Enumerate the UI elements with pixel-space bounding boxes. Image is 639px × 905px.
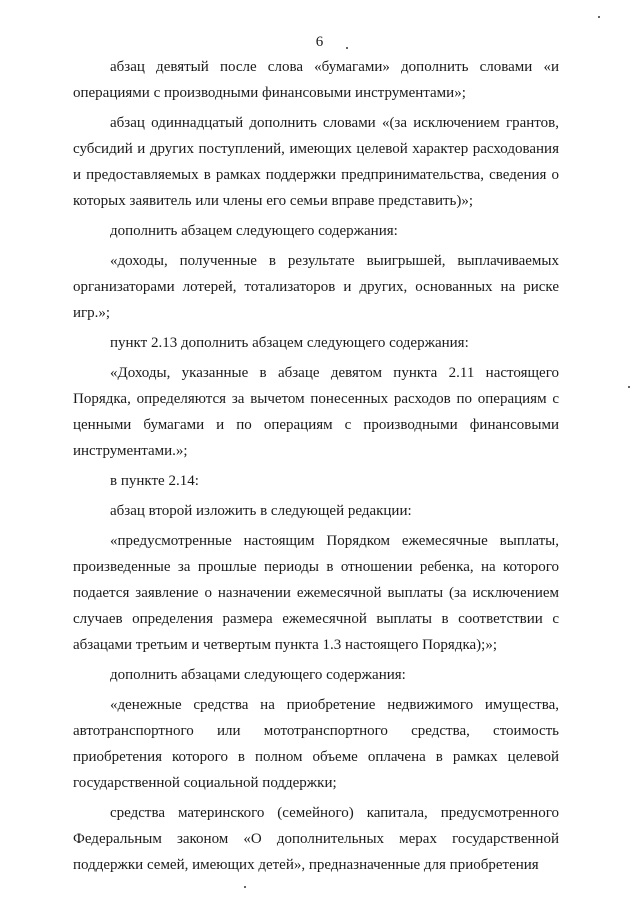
document-body [73, 54, 559, 878]
paragraph: дополнить абзацами следующего содержания: [110, 667, 406, 683]
paragraph: дополнить абзацем следующего содержания: [110, 223, 398, 239]
scan-speck [244, 886, 246, 888]
paragraph: средства материнского (семейного) капитала, предусмотренного Федеральным законом «О дополнительных мерах государственной поддержки семей, имеющих детей», предназначенные для приобретения [73, 805, 559, 873]
paragraph: «денежные средства на приобретение недвижимого имущества, автотранспортного или мототранспортного средства, стоимость приобретения которого в полном объеме оплачена в рамках целевой государственной социальной поддержки; [73, 697, 559, 791]
paragraph: абзац девятый после слова «бумагами» дополнить словами «и операциями с производными финансовыми инструментами»; [73, 59, 559, 101]
paragraph: «предусмотренные настоящим Порядком ежемесячные выплаты, произведенные за прошлые периоды в отношении ребенка, на которого подается заявление о назначении ежемесячной выплаты (за исключением случаев определения размера ежемесячной выплаты в соответствии с абзацами третьим и четвертым пункта 1.3 настоящего Порядка);»; [73, 533, 559, 653]
paragraph: абзац одиннадцатый дополнить словами «(за исключением грантов, субсидий и других поступлений, имеющих целевой характер расходования и предоставляемых в рамках поддержки предпринимательства, сведения о которых заявитель или члены его семьи вправе представить)»; [73, 115, 559, 209]
scan-speck [598, 16, 600, 18]
page-number: 6 [315, 34, 324, 50]
scan-speck [628, 386, 630, 388]
paragraph: «Доходы, указанные в абзаце девятом пункта 2.11 настоящего Порядка, определяются за вычетом понесенных расходов по операциям с ценными бумагами и по операциям с производными финансовыми инструментами.»; [73, 365, 559, 459]
paragraph: абзац второй изложить в следующей редакции: [110, 503, 412, 519]
scan-speck [346, 47, 348, 49]
paragraph: в пункте 2.14: [110, 473, 199, 489]
paragraph: «доходы, полученные в результате выигрышей, выплачиваемых организаторами лотерей, тотализаторов и других, основанных на риске игр.»; [73, 253, 559, 321]
paragraph: пункт 2.13 дополнить абзацем следующего содержания: [110, 335, 469, 351]
